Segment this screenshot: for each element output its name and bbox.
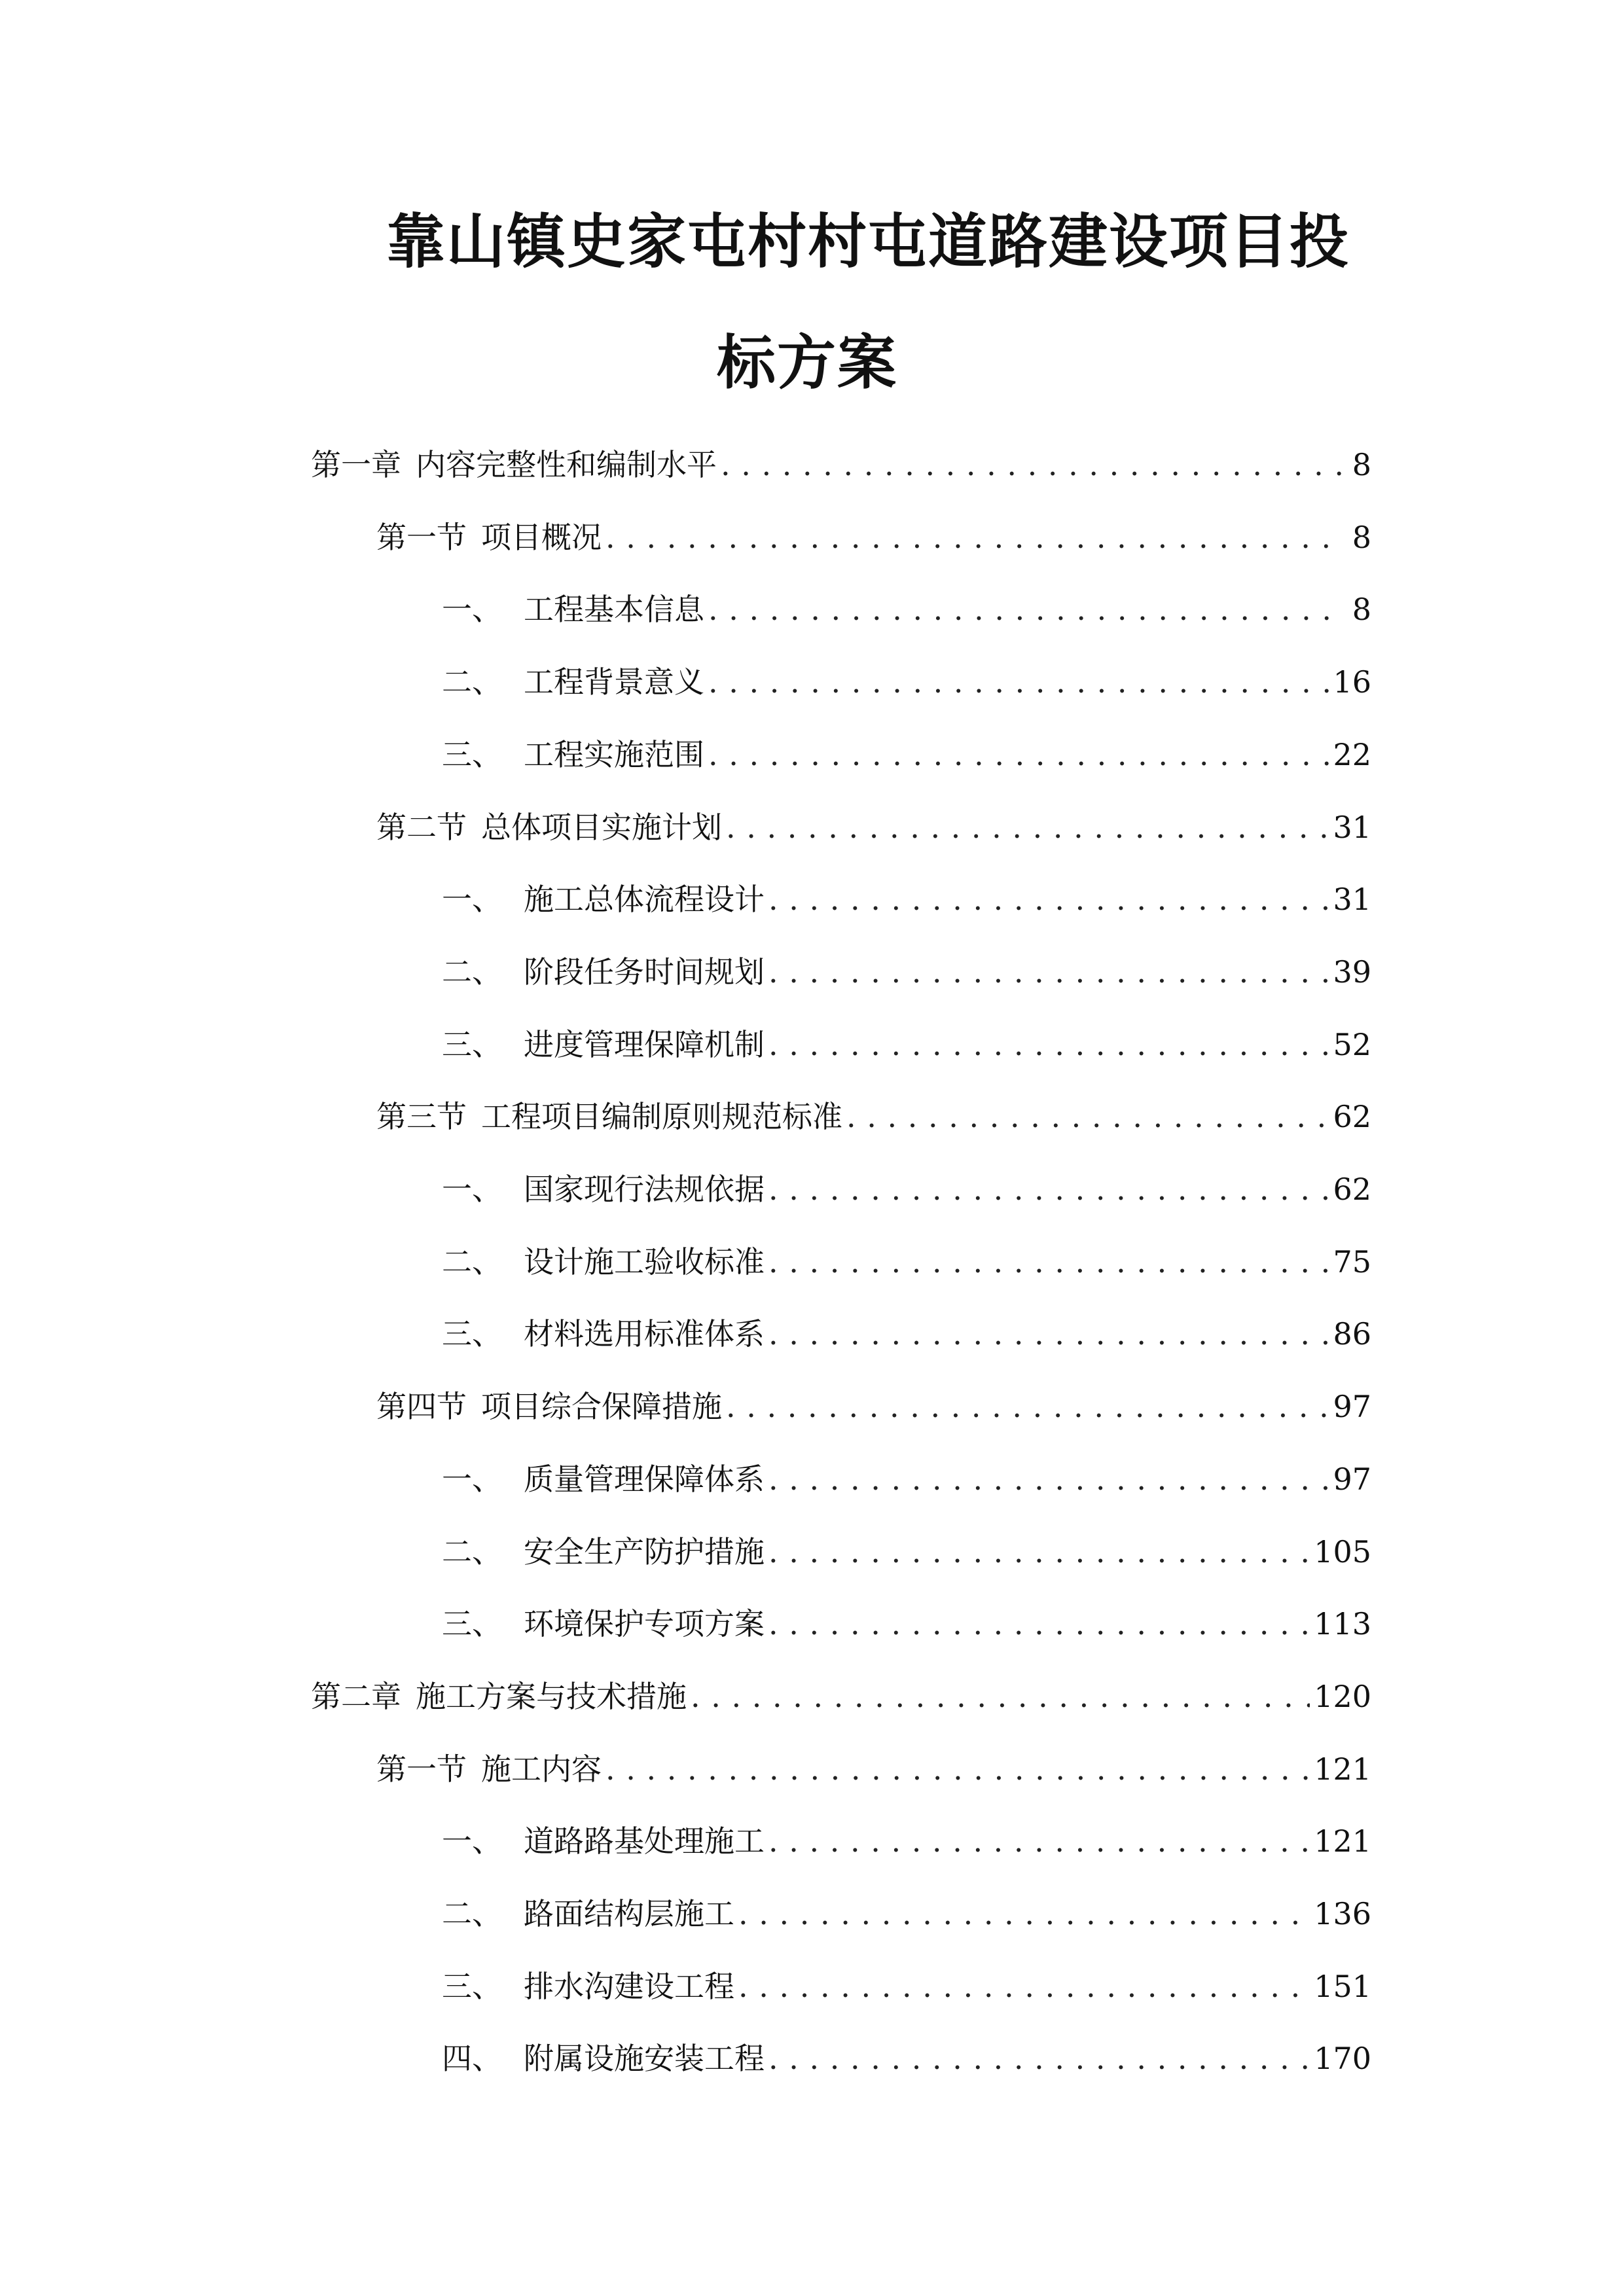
toc-page-number: 16 bbox=[1333, 664, 1371, 700]
toc-entry-number: 第三节 bbox=[376, 1099, 467, 1134]
toc-page-number: 31 bbox=[1333, 810, 1371, 845]
toc-dot-leader bbox=[738, 1888, 1310, 1940]
toc-dot-leader bbox=[768, 2032, 1310, 2085]
toc-entry-number: 一、 bbox=[442, 1172, 502, 1207]
toc-page-number: 121 bbox=[1314, 1823, 1371, 1859]
toc-entry-title: 环境保护专项方案 bbox=[524, 1606, 765, 1641]
toc-page-number: 75 bbox=[1333, 1244, 1371, 1280]
toc-entry-number: 第四节 bbox=[376, 1389, 467, 1424]
toc-subsection-entry[interactable] bbox=[442, 1888, 1371, 1940]
toc-subsection-entry[interactable] bbox=[442, 873, 1371, 925]
toc-dot-leader bbox=[605, 1743, 1310, 1795]
toc-entry-title: 内容完整性和编制水平 bbox=[416, 447, 717, 482]
toc-page-number: 86 bbox=[1333, 1316, 1371, 1352]
toc-dot-leader bbox=[768, 1526, 1310, 1578]
toc-entry-title: 排水沟建设工程 bbox=[524, 1969, 734, 2004]
toc-entry-number: 第一章 bbox=[311, 447, 401, 482]
toc-section-entry[interactable] bbox=[376, 511, 1371, 564]
toc-page-number: 113 bbox=[1314, 1606, 1371, 1641]
toc-chapter-entry[interactable] bbox=[311, 439, 1371, 491]
toc-entry-title: 工程背景意义 bbox=[524, 664, 704, 700]
toc-entry-title: 施工方案与技术措施 bbox=[416, 1679, 687, 1714]
toc-entry-number: 二、 bbox=[442, 954, 502, 990]
toc-dot-leader bbox=[768, 1815, 1310, 1867]
toc-dot-leader bbox=[768, 946, 1329, 998]
toc-entry-title: 设计施工验收标准 bbox=[524, 1244, 765, 1280]
toc-page-number: 136 bbox=[1314, 1896, 1371, 1931]
toc-dot-leader bbox=[768, 873, 1329, 925]
toc-subsection-entry[interactable] bbox=[442, 1526, 1371, 1578]
toc-entry-title: 施工总体流程设计 bbox=[524, 882, 765, 917]
toc-dot-leader bbox=[708, 583, 1344, 636]
toc-subsection-entry[interactable] bbox=[442, 1453, 1371, 1505]
toc-subsection-entry[interactable] bbox=[442, 946, 1371, 998]
toc-entry-title: 路面结构层施工 bbox=[524, 1896, 734, 1931]
toc-entry-title: 安全生产防护措施 bbox=[524, 1534, 765, 1570]
toc-page-number: 62 bbox=[1333, 1172, 1371, 1207]
toc-page-number: 31 bbox=[1333, 882, 1371, 917]
toc-dot-leader bbox=[768, 1308, 1329, 1360]
toc-entry-title: 国家现行法规依据 bbox=[524, 1172, 765, 1207]
toc-subsection-entry[interactable] bbox=[442, 1960, 1371, 2013]
toc-dot-leader bbox=[708, 656, 1329, 708]
toc-dot-leader bbox=[721, 439, 1344, 491]
title-line-1: 靠山镇史家屯村村屯道路建设项目投 bbox=[386, 207, 1350, 276]
toc-subsection-entry[interactable] bbox=[442, 1236, 1371, 1288]
toc-subsection-entry[interactable] bbox=[442, 1018, 1371, 1071]
toc-entry-number: 第二节 bbox=[376, 810, 467, 845]
toc-entry-title: 质量管理保障体系 bbox=[524, 1462, 765, 1497]
toc-dot-leader bbox=[768, 1236, 1329, 1288]
toc-entry-number: 三、 bbox=[442, 1027, 502, 1062]
toc-entry-number: 二、 bbox=[442, 1244, 502, 1280]
title-line-2: 标方案 bbox=[717, 329, 897, 397]
toc-subsection-entry[interactable] bbox=[442, 1163, 1371, 1215]
toc-entry-title: 道路路基处理施工 bbox=[524, 1823, 765, 1859]
toc-page-number: 8 bbox=[1352, 520, 1371, 555]
toc-entry-number: 一、 bbox=[442, 592, 502, 627]
toc-subsection-entry[interactable] bbox=[442, 656, 1371, 708]
toc-page-number: 97 bbox=[1333, 1389, 1371, 1424]
toc-entry-number: 第一节 bbox=[376, 520, 467, 555]
toc-entry-number: 一、 bbox=[442, 1823, 502, 1859]
toc-page-number: 170 bbox=[1314, 2041, 1371, 2076]
toc-dot-leader bbox=[726, 801, 1329, 853]
toc-page-number: 97 bbox=[1333, 1462, 1371, 1497]
toc-entry-title: 项目概况 bbox=[481, 520, 602, 555]
toc-dot-leader bbox=[846, 1090, 1329, 1143]
toc-page-number: 62 bbox=[1333, 1099, 1371, 1134]
toc-page-number: 39 bbox=[1333, 954, 1371, 990]
toc-entry-number: 四、 bbox=[442, 2041, 502, 2076]
toc-entry-number: 三、 bbox=[442, 1316, 502, 1352]
toc-entry-title: 工程基本信息 bbox=[524, 592, 704, 627]
toc-entry-number: 第一节 bbox=[376, 1751, 467, 1787]
toc-entry-number: 二、 bbox=[442, 1534, 502, 1570]
toc-page-number: 151 bbox=[1314, 1969, 1371, 2004]
toc-subsection-entry[interactable] bbox=[442, 1308, 1371, 1360]
toc-entry-number: 一、 bbox=[442, 882, 502, 917]
toc-dot-leader bbox=[726, 1380, 1329, 1433]
toc-section-entry[interactable] bbox=[376, 801, 1371, 853]
toc-entry-title: 项目综合保障措施 bbox=[481, 1389, 722, 1424]
toc-entry-title: 阶段任务时间规划 bbox=[524, 954, 765, 990]
toc-page-number: 52 bbox=[1333, 1027, 1371, 1062]
toc-section-entry[interactable] bbox=[376, 1743, 1371, 1795]
toc-entry-number: 一、 bbox=[442, 1462, 502, 1497]
toc-dot-leader bbox=[605, 511, 1344, 564]
toc-dot-leader bbox=[768, 1018, 1329, 1071]
toc-chapter-entry[interactable] bbox=[311, 1670, 1371, 1723]
toc-entry-number: 第二章 bbox=[311, 1679, 401, 1714]
toc-entry-title: 进度管理保障机制 bbox=[524, 1027, 765, 1062]
toc-entry-title: 工程实施范围 bbox=[524, 737, 704, 772]
toc-section-entry[interactable] bbox=[376, 1380, 1371, 1433]
toc-subsection-entry[interactable] bbox=[442, 1815, 1371, 1867]
toc-section-entry[interactable] bbox=[376, 1090, 1371, 1143]
toc-entry-title: 附属设施安装工程 bbox=[524, 2041, 765, 2076]
toc-subsection-entry[interactable] bbox=[442, 583, 1371, 636]
toc-entry-title: 施工内容 bbox=[481, 1751, 602, 1787]
toc-page-number: 8 bbox=[1352, 447, 1371, 482]
toc-page-number: 120 bbox=[1314, 1679, 1371, 1714]
toc-page-number: 121 bbox=[1314, 1751, 1371, 1787]
toc-dot-leader bbox=[768, 1598, 1310, 1650]
toc-entry-title: 总体项目实施计划 bbox=[481, 810, 722, 845]
toc-dot-leader bbox=[708, 728, 1329, 781]
toc-entry-number: 三、 bbox=[442, 1969, 502, 2004]
toc-subsection-entry[interactable] bbox=[442, 1598, 1371, 1650]
toc-entry-number: 三、 bbox=[442, 1606, 502, 1641]
toc-entry-title: 工程项目编制原则规范标准 bbox=[481, 1099, 842, 1134]
toc-dot-leader bbox=[768, 1453, 1329, 1505]
toc-subsection-entry[interactable] bbox=[442, 2032, 1371, 2085]
toc-page-number: 22 bbox=[1333, 737, 1371, 772]
toc-page-number: 8 bbox=[1352, 592, 1371, 627]
toc-dot-leader bbox=[768, 1163, 1329, 1215]
toc-subsection-entry[interactable] bbox=[442, 728, 1371, 781]
toc-entry-number: 二、 bbox=[442, 664, 502, 700]
toc-entry-number: 三、 bbox=[442, 737, 502, 772]
toc-dot-leader bbox=[738, 1960, 1310, 2013]
toc-entry-number: 二、 bbox=[442, 1896, 502, 1931]
toc-entry-title: 材料选用标准体系 bbox=[524, 1316, 765, 1352]
toc-page-number: 105 bbox=[1314, 1534, 1371, 1570]
toc-dot-leader bbox=[691, 1670, 1310, 1723]
